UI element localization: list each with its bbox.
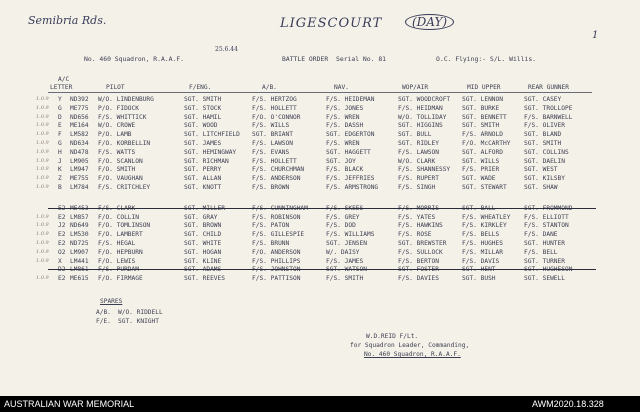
row-rear-gunner: SGT. SMITH bbox=[524, 140, 562, 147]
row-wireless-operator: F/S. HAWKINS bbox=[398, 222, 443, 230]
row-aircraft-letter: J bbox=[58, 157, 62, 165]
col-header-nav: NAV. bbox=[334, 84, 349, 91]
row-pilot: F/S. WHITTICK bbox=[98, 113, 147, 121]
row-flight-engineer: SGT. SMITH bbox=[184, 96, 222, 103]
row-rear-gunner: F/S. BELL bbox=[524, 248, 558, 256]
row-navigator: F/S. JEFFRIES bbox=[326, 175, 375, 183]
row-mark: 1.0.9 bbox=[36, 184, 49, 190]
signature-line-1: W.D.REID F/Lt. bbox=[366, 333, 419, 340]
row-wireless-operator: F/S. SULLOCK bbox=[398, 248, 443, 256]
row-pilot: P/O. LAMB bbox=[98, 131, 132, 139]
row-air-bomber: F/S. HOLLETT bbox=[252, 157, 297, 165]
row-navigator: F/S. WREN bbox=[326, 140, 360, 147]
row-aircraft-serial: ND634 bbox=[70, 140, 89, 147]
row-navigator: F/S. BLACK bbox=[326, 166, 364, 174]
handwritten-page-mark: 1 bbox=[592, 30, 599, 41]
row-navigator: F/S. DOD bbox=[326, 222, 356, 230]
row-rear-gunner: SGT. COLLINS bbox=[524, 148, 569, 156]
row-air-bomber: F/S. ROBINSON bbox=[252, 213, 301, 221]
row-rear-gunner: F/S. OLIVER bbox=[524, 122, 565, 130]
spare-name: W/O. RIDDELL bbox=[118, 309, 163, 316]
table-row bbox=[0, 249, 640, 257]
row-aircraft-letter: E2 bbox=[58, 231, 66, 239]
spares-title: SPARES bbox=[100, 298, 123, 305]
row-navigator: F/S. GREY bbox=[326, 213, 360, 221]
row-navigator: F/S. SMITH bbox=[326, 275, 364, 283]
col-header-ac: A/C bbox=[58, 76, 70, 83]
row-aircraft-serial: ND392 bbox=[70, 96, 89, 103]
row-air-bomber: F/O. O'CONNOR bbox=[252, 113, 301, 121]
document-title: BATTLE ORDER bbox=[282, 55, 329, 63]
row-navigator: F/S. WILLIAMS bbox=[326, 231, 375, 239]
table-row bbox=[0, 166, 640, 174]
row-mark: 1.0.9 bbox=[36, 275, 49, 282]
row-mid-upper-gunner: SGT. LENNON bbox=[462, 96, 503, 103]
row-pilot: W/O. LINDENBURG bbox=[98, 96, 154, 103]
table-row bbox=[0, 275, 640, 283]
table-row bbox=[0, 240, 640, 248]
table-row bbox=[0, 222, 640, 230]
header-rule bbox=[48, 92, 592, 93]
row-air-bomber: F/S. BRUNN bbox=[252, 240, 290, 247]
row-aircraft-serial: LM784 bbox=[70, 184, 89, 191]
table-row bbox=[0, 175, 640, 183]
row-wireless-operator: SGT. BREWSTER bbox=[398, 240, 447, 247]
row-mid-upper-gunner: SGT. BURKE bbox=[462, 104, 500, 112]
row-rear-gunner: SGT. TROLLOPE bbox=[524, 104, 573, 112]
row-mid-upper-gunner: F/S. WHEATLEY bbox=[462, 213, 511, 221]
row-air-bomber: F/S. HOLLETT bbox=[252, 104, 297, 112]
row-wireless-operator: F/S. BERTON bbox=[398, 257, 439, 265]
row-mid-upper-gunner: F/O. McCARTHY bbox=[462, 140, 511, 147]
table-row bbox=[0, 258, 640, 266]
row-wireless-operator: SGT. BULL bbox=[398, 131, 432, 139]
table-row bbox=[0, 149, 640, 157]
row-air-bomber: F/S. PATTISON bbox=[252, 275, 301, 283]
row-mid-upper-gunner: SGT. ALFORD bbox=[462, 148, 503, 156]
row-wireless-operator: F/S. SHANNESSY bbox=[398, 166, 451, 174]
row-aircraft-serial: LM441 bbox=[70, 257, 89, 265]
row-mid-upper-gunner: SGT. STEWART bbox=[462, 184, 507, 191]
row-navigator: SGT. JENSEN bbox=[326, 240, 367, 247]
row-navigator: W/. DAISY bbox=[326, 248, 360, 256]
row-aircraft-letter: E2 bbox=[58, 240, 66, 247]
table-row bbox=[0, 122, 640, 130]
signature-line-3: No. 460 Squadron, R.A.A.F. bbox=[364, 351, 461, 358]
row-aircraft-serial: LM907 bbox=[70, 248, 89, 256]
row-mark: 1.0.9 bbox=[36, 113, 49, 120]
row-mid-upper-gunner: SGT. WADE bbox=[462, 175, 496, 183]
spare-name: SGT. KNIGHT bbox=[118, 318, 159, 325]
row-mark: 1.0.9 bbox=[36, 148, 49, 155]
row-pilot: F/O. TOMLINSON bbox=[98, 222, 151, 230]
row-flight-engineer: SGT. HEMINGWAY bbox=[184, 148, 237, 156]
row-wireless-operator: SGT. RIDLEY bbox=[398, 140, 439, 147]
row-aircraft-letter: F bbox=[58, 131, 62, 139]
row-aircraft-letter: B bbox=[58, 184, 62, 191]
table-row bbox=[0, 231, 640, 239]
row-flight-engineer: SGT. CHILD bbox=[184, 231, 222, 239]
row-pilot: F/O. FIRMAGE bbox=[98, 275, 143, 283]
col-header-rear: REAR GUNNER bbox=[528, 84, 569, 91]
row-aircraft-serial: ME775 bbox=[70, 104, 89, 112]
row-aircraft-serial: LM530 bbox=[70, 231, 89, 239]
row-navigator: SGT. EDGERTON bbox=[326, 131, 375, 139]
table-row bbox=[0, 158, 640, 166]
row-flight-engineer: SGT. HAMIL bbox=[184, 113, 222, 121]
squadron-name: No. 460 Squadron, R.A.A.F. bbox=[84, 55, 185, 63]
row-flight-engineer: SGT. JAMES bbox=[184, 140, 222, 147]
row-aircraft-letter: G bbox=[58, 104, 62, 112]
row-aircraft-letter: K bbox=[58, 166, 62, 174]
row-aircraft-serial: LM905 bbox=[70, 157, 89, 165]
row-wireless-operator: F/S. SINGH bbox=[398, 184, 436, 191]
row-pilot: P/O. FIDOCK bbox=[98, 104, 139, 112]
row-mark: 1.0.9 bbox=[36, 96, 49, 102]
row-wireless-operator: F/S. ROSE bbox=[398, 231, 432, 239]
row-rear-gunner: SGT. CASEY bbox=[524, 96, 562, 103]
table-row bbox=[0, 96, 640, 104]
row-pilot: F/S. WATTS bbox=[98, 148, 136, 156]
row-mark: 1.0.9 bbox=[36, 175, 49, 182]
row-air-bomber: F/S. HERTZOG bbox=[252, 96, 297, 103]
row-aircraft-letter: G bbox=[58, 140, 62, 147]
col-header-pilot: PILOT bbox=[106, 84, 125, 91]
footer-accession-number: AWM2020.18.328 bbox=[532, 399, 604, 409]
row-navigator: F/S. JAMES bbox=[326, 257, 364, 265]
row-wireless-operator: F/S. DAVIES bbox=[398, 275, 439, 283]
row-aircraft-serial: LM857 bbox=[70, 213, 89, 221]
row-mid-upper-gunner: F/S. KIRKLEY bbox=[462, 222, 507, 230]
row-aircraft-serial: LM582 bbox=[70, 131, 89, 139]
row-aircraft-serial: ND656 bbox=[70, 113, 89, 121]
row-mid-upper-gunner: F/S. HUGHES bbox=[462, 240, 503, 247]
row-mark: 1.0.9 bbox=[36, 231, 49, 238]
row-aircraft-serial: ND649 bbox=[70, 222, 89, 230]
row-mark: 1.0.9 bbox=[36, 222, 49, 229]
strikethrough-line bbox=[48, 208, 596, 209]
row-aircraft-serial: ME164 bbox=[70, 122, 89, 130]
row-air-bomber: F/S. WILLS bbox=[252, 122, 290, 130]
row-aircraft-letter: H bbox=[58, 148, 62, 156]
row-mark: 1.0.9 bbox=[36, 213, 49, 220]
row-mark: 1.0.9 bbox=[36, 157, 49, 164]
row-aircraft-letter: E2 bbox=[58, 275, 66, 283]
row-rear-gunner: SGT. KILSBY bbox=[524, 175, 565, 183]
row-rear-gunner: SGT. SEWELL bbox=[524, 275, 565, 283]
row-flight-engineer: SGT. PERRY bbox=[184, 166, 222, 174]
row-air-bomber: F/S. CHURCHMAN bbox=[252, 166, 305, 174]
row-navigator: F/S. ARMSTRONG bbox=[326, 184, 379, 191]
row-navigator: SGT. HAGGETT bbox=[326, 148, 371, 156]
row-mark: 1.0.9 bbox=[36, 140, 49, 146]
row-rear-gunner: SGT. BLAND bbox=[524, 131, 562, 139]
row-mark: 1.0.9 bbox=[36, 257, 49, 264]
row-mid-upper-gunner: F/S. PRIER bbox=[462, 166, 500, 174]
row-pilot: F/O. VAUGHAN bbox=[98, 175, 143, 183]
row-rear-gunner: SGT. SHAW bbox=[524, 184, 558, 191]
row-air-bomber: F/S. PHILLIPS bbox=[252, 257, 301, 265]
row-aircraft-serial: ME755 bbox=[70, 175, 89, 183]
row-air-bomber: F/S. EVANS bbox=[252, 148, 290, 156]
row-flight-engineer: SGT. WOOD bbox=[184, 122, 218, 130]
table-row bbox=[0, 266, 640, 274]
row-air-bomber: F/S. PATON bbox=[252, 222, 290, 230]
row-flight-engineer: SGT. WHITE bbox=[184, 240, 222, 247]
row-air-bomber: F/S. LAWSON bbox=[252, 140, 293, 147]
row-aircraft-letter: D bbox=[58, 113, 62, 121]
table-row bbox=[0, 214, 640, 222]
archive-footer bbox=[0, 396, 640, 412]
row-aircraft-serial: ND478 bbox=[70, 148, 89, 156]
table-row bbox=[0, 184, 640, 192]
row-aircraft-letter: J2 bbox=[58, 222, 66, 230]
table-row bbox=[0, 140, 640, 148]
row-wireless-operator: SGT. WOODCROFT bbox=[398, 96, 451, 103]
row-rear-gunner: SGT. DAELIN bbox=[524, 157, 565, 165]
row-pilot: F/O. HEPBURN bbox=[98, 248, 143, 256]
row-aircraft-letter: Z bbox=[58, 175, 62, 183]
signature-line-2: for Squadron Leader, Commanding, bbox=[350, 342, 470, 349]
handwritten-time: (DAY) bbox=[405, 14, 454, 30]
row-pilot: F/O. COLLIN bbox=[98, 213, 139, 221]
row-aircraft-serial: LM947 bbox=[70, 166, 89, 174]
row-navigator: SGT. JOY bbox=[326, 157, 356, 165]
col-header-letter: LETTER bbox=[50, 84, 73, 91]
row-mid-upper-gunner: F/S. BELLS bbox=[462, 231, 500, 239]
row-flight-engineer: SGT. STOCK bbox=[184, 104, 222, 112]
row-aircraft-letter: O2 bbox=[58, 248, 66, 256]
row-mid-upper-gunner: F/S. ARNOLD bbox=[462, 131, 503, 139]
col-header-wopair: WOP/AIR bbox=[402, 84, 429, 91]
row-mid-upper-gunner: SGT. BENNETT bbox=[462, 113, 507, 121]
row-mid-upper-gunner: SGT. WILLS bbox=[462, 157, 500, 165]
row-flight-engineer: SGT. KNOTT bbox=[184, 184, 222, 191]
handwritten-location-note: Semibria Rds. bbox=[28, 14, 107, 27]
row-pilot: F/O. KORBELLIN bbox=[98, 140, 151, 147]
row-flight-engineer: SGT. LITCHFIELD bbox=[184, 131, 240, 139]
row-pilot: F/O. SCANLON bbox=[98, 157, 143, 165]
row-navigator: F/S. DASSH bbox=[326, 122, 364, 130]
handwritten-target: LIGESCOURT bbox=[280, 16, 383, 31]
row-flight-engineer: SGT. RICHMAN bbox=[184, 157, 229, 165]
row-air-bomber: F/S. GILLESPIE bbox=[252, 231, 305, 239]
row-aircraft-serial: ME615 bbox=[70, 275, 89, 283]
row-mid-upper-gunner: SGT. BUSH bbox=[462, 275, 496, 283]
row-aircraft-letter: X bbox=[58, 257, 62, 265]
row-air-bomber: SGT. BRIANT bbox=[252, 131, 293, 139]
row-rear-gunner: SGT. TURNER bbox=[524, 257, 565, 265]
row-navigator: F/S. HEIDEMAN bbox=[326, 96, 375, 103]
row-aircraft-letter: E bbox=[58, 122, 62, 130]
row-flight-engineer: SGT. KLINE bbox=[184, 257, 222, 265]
row-air-bomber: F/S. ANDERSON bbox=[252, 175, 301, 183]
row-mark: 1.0.9 bbox=[36, 240, 49, 246]
row-mid-upper-gunner: SGT. SMITH bbox=[462, 122, 500, 130]
row-wireless-operator: F/S. LAWSON bbox=[398, 148, 439, 156]
strikethrough-line bbox=[48, 269, 596, 270]
row-flight-engineer: SGT. BROWN bbox=[184, 222, 222, 230]
row-aircraft-letter: Y bbox=[58, 96, 62, 103]
table-row bbox=[0, 105, 640, 113]
row-pilot: F/O. SMITH bbox=[98, 166, 136, 174]
row-flight-engineer: SGT. REEVES bbox=[184, 275, 225, 283]
row-pilot: F/S. CRITCHLEY bbox=[98, 184, 151, 191]
row-pilot: W/O. CROWE bbox=[98, 122, 136, 130]
row-wireless-operator: W/O. CLARK bbox=[398, 157, 436, 165]
oc-flying: O.C. Flying:- S/L. Willis. bbox=[436, 55, 537, 63]
col-header-feng: F/ENG. bbox=[189, 84, 212, 91]
row-mark: 1.0.9 bbox=[36, 248, 49, 255]
row-navigator: F/S. JONES bbox=[326, 104, 364, 112]
row-rear-gunner: F/S. BARNWELL bbox=[524, 113, 573, 121]
row-wireless-operator: F/S. HEIDMAN bbox=[398, 104, 443, 112]
table-row bbox=[0, 114, 640, 122]
row-wireless-operator: SGT. HIGGINS bbox=[398, 122, 443, 130]
spare-role: F/E. bbox=[96, 318, 111, 325]
row-mark: 1.0.9 bbox=[36, 131, 49, 138]
row-mid-upper-gunner: F/S. MILLAR bbox=[462, 248, 503, 256]
row-pilot: F/O. LEWIS bbox=[98, 257, 136, 265]
row-rear-gunner: F/S. DANE bbox=[524, 231, 558, 239]
row-pilot: F/S. HEGAL bbox=[98, 240, 136, 247]
row-air-bomber: F/O. ANDERSON bbox=[252, 248, 301, 256]
row-rear-gunner: SGT. WEST bbox=[524, 166, 558, 174]
row-rear-gunner: SGT. HUNTER bbox=[524, 240, 565, 247]
footer-institution: AUSTRALIAN WAR MEMORIAL bbox=[4, 399, 135, 409]
col-header-midupper: MID UPPER bbox=[467, 84, 501, 91]
row-aircraft-letter: E2 bbox=[58, 213, 66, 221]
table-row bbox=[0, 205, 640, 213]
row-flight-engineer: SGT. ALLAN bbox=[184, 175, 222, 183]
row-rear-gunner: F/S. ELLIOTT bbox=[524, 213, 569, 221]
col-header-ab: A/B. bbox=[262, 84, 277, 91]
row-rear-gunner: F/S. STANTON bbox=[524, 222, 569, 230]
row-mid-upper-gunner: F/S. DAVIS bbox=[462, 257, 500, 265]
row-wireless-operator: F/S. YATES bbox=[398, 213, 436, 221]
row-mark: 1.0.9 bbox=[36, 166, 49, 173]
spare-role: A/B. bbox=[96, 309, 111, 316]
serial-number: Serial No. 81 bbox=[336, 55, 387, 63]
row-wireless-operator: W/O. TOLLIDAY bbox=[398, 113, 447, 121]
handwritten-date: 25.6.44 bbox=[215, 46, 238, 53]
row-flight-engineer: SGT. HOGAN bbox=[184, 248, 222, 256]
row-aircraft-serial: ND725 bbox=[70, 240, 89, 247]
row-mark: 1.0.9 bbox=[36, 104, 49, 111]
row-air-bomber: F/S. BROWN bbox=[252, 184, 290, 191]
table-row bbox=[0, 131, 640, 139]
row-flight-engineer: SGT. GRAY bbox=[184, 213, 218, 221]
row-pilot: F/O. LAMBERT bbox=[98, 231, 143, 239]
row-navigator: F/S. WREN bbox=[326, 113, 360, 121]
row-mark: 1.0.9 bbox=[36, 122, 49, 129]
row-wireless-operator: F/S. RUPERT bbox=[398, 175, 439, 183]
